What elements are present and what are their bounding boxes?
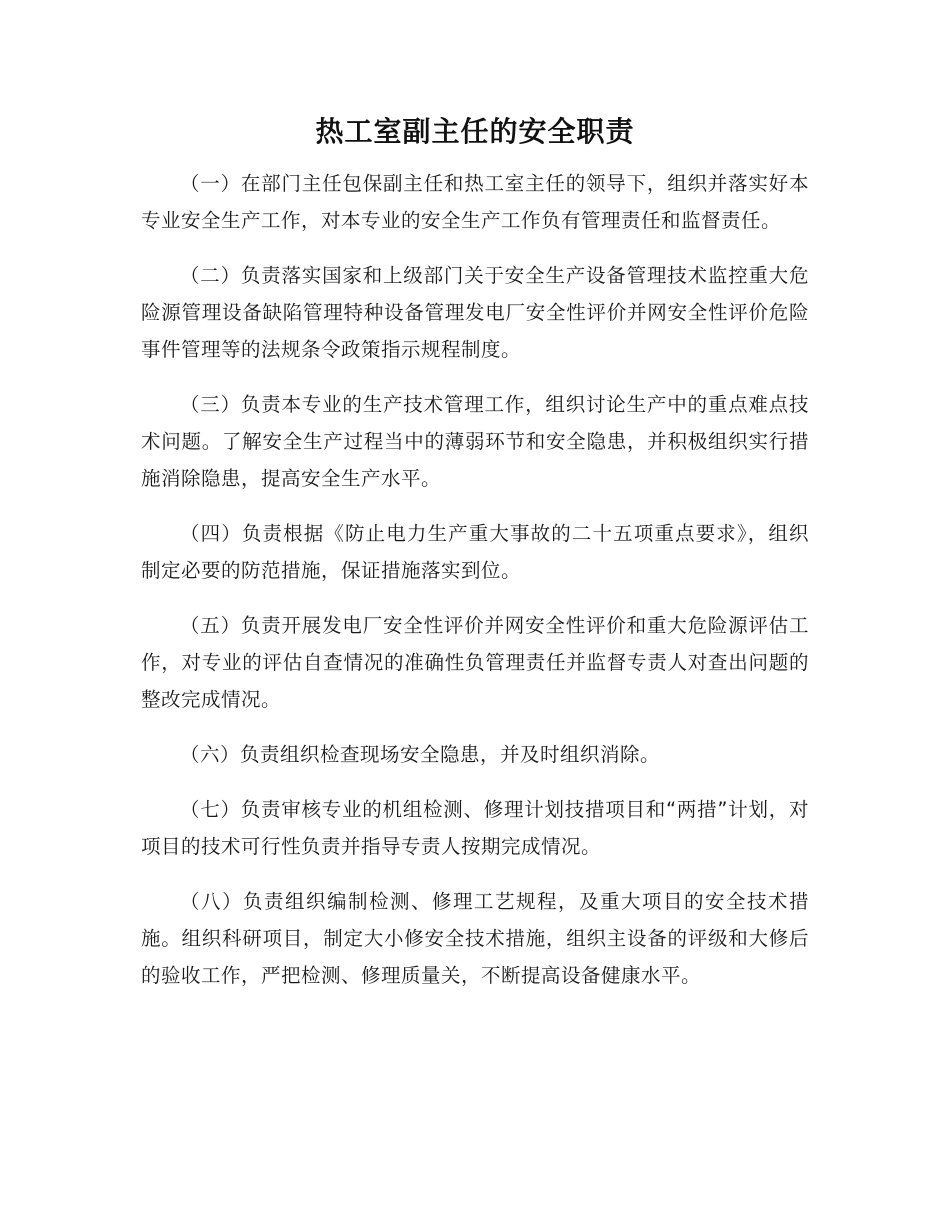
paragraph-3: （三）负责本专业的生产技术管理工作，组织讨论生产中的重点难点技术问题。了解安全生产过程当中的薄弱环节和安全隐患，并积极组织实行措施消除隐患，提高安全生产水平。	[141, 393, 809, 490]
paragraph-6: （六）负责组织检查现场安全隐患，并及时组织消除。	[180, 743, 661, 766]
paragraph-4: （四）负责根据《防止电力生产重大事故的二十五项重点要求》，组织制定必要的防范措施，保证措施落实到位。	[141, 522, 809, 582]
paragraph-8: （八）负责组织编制检测、修理工艺规程，及重大项目的安全技术措施。组织科研项目，制定大小修安全技术措施，组织主设备的评级和大修后的验收工作，严把检测、修理质量关，不断提高设备健康水平。	[141, 890, 809, 987]
document-title: 热工室副主任的安全职责	[315, 115, 635, 148]
document-body	[141, 165, 809, 1012]
paragraph-2: （二）负责落实国家和上级部门关于安全生产设备管理技术监控重大危险源管理设备缺陷管理特种设备管理发电厂安全性评价并网安全性评价危险事件管理等的法规条令政策指示规程制度。	[141, 264, 809, 361]
paragraph-1: （一）在部门主任包保副主任和热工室主任的领导下，组织并落实好本专业安全生产工作，对本专业的安全生产工作负有管理责任和监督责任。	[141, 172, 809, 232]
paragraph-5: （五）负责开展发电厂安全性评价并网安全性评价和重大危险源评估工作，对专业的评估自查情况的准确性负管理责任并监督专责人对查出问题的整改完成情况。	[141, 614, 809, 711]
paragraph-7: （七）负责审核专业的机组检测、修理计划技措项目和“两措”计划，对项目的技术可行性负责并指导专责人按期完成情况。	[141, 798, 809, 858]
